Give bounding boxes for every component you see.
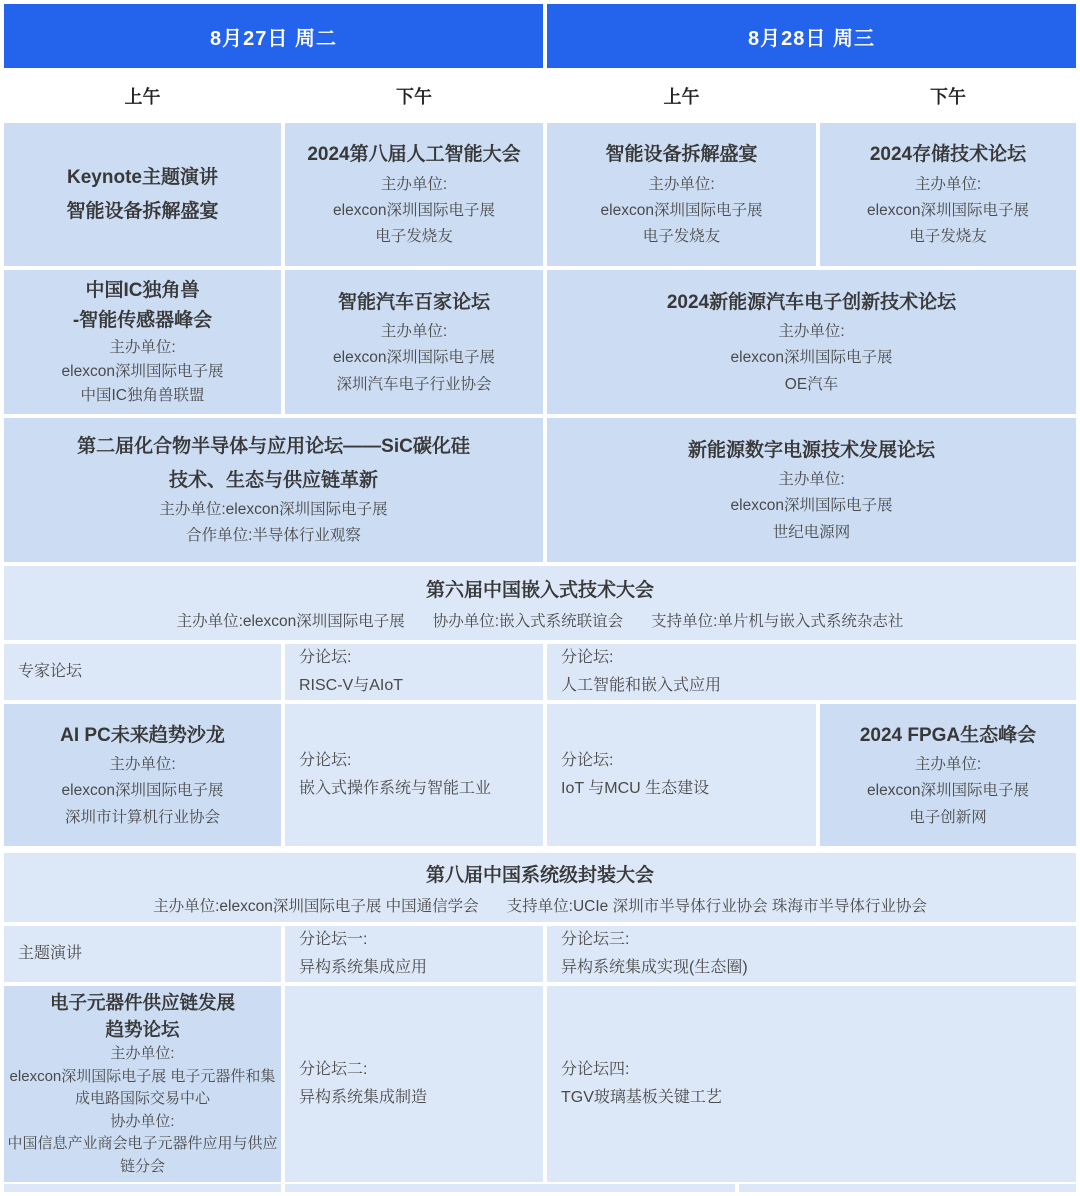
text-line: 世纪电源网: [772, 523, 851, 541]
text-line: RISC-V与AIoT: [299, 677, 404, 694]
text-line: elexcon深圳国际电子展: [867, 201, 1029, 219]
text-line: 专家论坛: [18, 663, 83, 680]
text-line: 智能汽车百家论坛: [337, 291, 490, 313]
text-line: 2024第八届人工智能大会: [307, 144, 521, 166]
text-line: 分论坛:: [561, 649, 614, 666]
event-organizers: [62, 752, 224, 831]
text-line: 分论坛:: [561, 752, 614, 769]
text-line: 分论坛:: [299, 752, 352, 769]
text-line: 2024 FPGA生态峰会: [859, 724, 1037, 746]
text-line: 协办单位:: [110, 1112, 175, 1130]
cutoff-cell: [739, 1184, 1076, 1192]
text-line: 合作单位:半导体行业观察: [186, 527, 361, 545]
time-header-row: [4, 72, 1076, 119]
text-line: 主办单位:: [914, 175, 982, 193]
text-line: 中国IC独角兽: [85, 279, 200, 301]
cutoff-cell: [285, 1184, 735, 1192]
text-line: Keynote主题演讲: [67, 167, 218, 189]
event-title: [307, 138, 520, 171]
text-line: 嵌入式操作系统与智能工业: [299, 780, 492, 797]
text-line: elexcon深圳国际电子展: [333, 349, 495, 367]
time-header-am-1: 上午: [124, 86, 161, 107]
event-title: [66, 161, 218, 228]
event-organizers: [333, 172, 495, 251]
event-title: [870, 138, 1026, 171]
text-line: elexcon深圳国际电子展 电子元器件和集: [9, 1067, 276, 1085]
text-line: 2024新能源汽车电子创新技术论坛: [666, 291, 957, 313]
event-cell-smart-car-forum: [285, 270, 543, 414]
event-title: [77, 430, 470, 497]
text-line: 新能源数字电源技术发展论坛: [687, 439, 935, 461]
text-line: AI PC未来趋势沙龙: [60, 724, 225, 746]
cell-text: [299, 926, 427, 982]
text-line: 分论坛二:: [299, 1061, 368, 1078]
section-organizers: [177, 609, 904, 631]
time-header-am-2: 上午: [663, 86, 700, 107]
text-line: 主办单位:: [110, 1045, 175, 1063]
text-line: IoT 与MCU 生态建设: [561, 780, 710, 797]
event-organizers: [601, 172, 763, 251]
embedded-conf-row-2: [4, 704, 1076, 846]
text-line: elexcon深圳国际电子展: [600, 201, 763, 219]
cell-keynote-speech: [4, 926, 281, 982]
text-line: 异构系统集成实现(生态圈): [561, 959, 748, 976]
cutoff-cell: [4, 1184, 281, 1192]
text-line: 中国信息产业商会电子元器件应用与供应: [7, 1135, 278, 1153]
text-line: 智能设备拆解盛宴: [605, 144, 758, 166]
text-line: 电子元器件供应链发展: [49, 991, 235, 1013]
event-organizers: [731, 319, 893, 398]
text-line: 主办单位:elexcon深圳国际电子展: [159, 500, 388, 518]
sip-conf-row-1: [4, 926, 1076, 982]
text-line: 人工智能和嵌入式应用: [561, 677, 722, 694]
event-title: [860, 719, 1036, 752]
text-line: 电子创新网: [909, 808, 987, 826]
event-cell-digital-power-forum: [547, 418, 1076, 562]
event-cell-sic-forum: [4, 418, 543, 562]
text-line: OE汽车: [784, 375, 839, 393]
text-line: 主办单位:: [648, 175, 715, 193]
text-line: 成电路国际交易中心: [74, 1090, 210, 1108]
organizer-segment: 协办单位:嵌入式系统联谊会: [432, 613, 624, 630]
event-cell-fpga-summit: [820, 704, 1076, 846]
text-line: 主题演讲: [18, 945, 83, 962]
day-header-aug28: 8月28日 周三: [547, 4, 1076, 68]
time-header-pm-1: 下午: [396, 86, 432, 107]
cell-expert-forum: [4, 644, 281, 700]
organizer-segment: 主办单位:elexcon深圳国际电子展: [176, 613, 405, 630]
event-organizers: [333, 319, 495, 398]
text-line: 链分会: [119, 1157, 165, 1175]
event-title: [50, 990, 235, 1044]
text-line: 分论坛:: [299, 649, 352, 666]
cell-subforum-2-heterogeneous-manufacturing: [285, 986, 543, 1182]
cell-text: [299, 1056, 427, 1112]
text-line: 主办单位:: [778, 323, 845, 341]
event-organizers: [159, 497, 387, 550]
text-line: 第二届化合物半导体与应用论坛——SiC碳化硅: [77, 436, 470, 458]
event-cell-components-supply-chain-forum: [4, 986, 281, 1182]
organizer-segment: 主办单位:elexcon深圳国际电子展 中国通信学会: [153, 897, 479, 915]
cell-text: [18, 940, 82, 968]
text-line: 主办单位:: [109, 756, 176, 774]
cell-subforum-4-tgv-glass-substrate: [547, 986, 1076, 1182]
event-cell-ic-unicorn: [4, 270, 281, 414]
section-title: 第六届中国嵌入式技术大会: [425, 580, 654, 601]
event-title: [605, 138, 757, 171]
text-line: elexcon深圳国际电子展: [61, 782, 224, 800]
text-line: 技术、生态与供应链革新: [168, 469, 378, 491]
text-line: elexcon深圳国际电子展: [61, 363, 224, 381]
text-line: 趋势论坛: [105, 1018, 180, 1040]
text-line: 2024存储技术论坛: [869, 144, 1027, 166]
text-line: 分论坛三:: [561, 931, 630, 948]
section-header-embedded-conf: [4, 566, 1076, 640]
event-title: [667, 286, 956, 319]
organizer-segment: 支持单位:UCIe 深圳市半导体行业协会 珠海市半导体行业协会: [506, 897, 927, 915]
cell-subforum-iot-mcu: [547, 704, 816, 846]
event-cell-keynote: [4, 123, 281, 266]
embedded-conf-row-1: [4, 644, 1076, 700]
section-header-sip-conf: [4, 853, 1076, 922]
text-line: elexcon深圳国际电子展: [867, 782, 1029, 800]
schedule-row-1: [4, 123, 1076, 266]
cell-text: [299, 644, 403, 700]
cell-subforum-riscv-aiot: [285, 644, 543, 700]
cell-text: [561, 747, 709, 803]
schedule-row-2: [4, 270, 1076, 414]
text-line: 分论坛一:: [299, 931, 368, 948]
text-line: 深圳市计算机行业协会: [64, 808, 220, 826]
event-title: [688, 434, 935, 467]
event-cell-ai-pc-salon: [4, 704, 281, 846]
time-header-pm-2: 下午: [930, 86, 966, 107]
text-line: TGV玻璃基板关键工艺: [561, 1089, 722, 1106]
event-organizers: [62, 336, 224, 408]
day-header-row: [4, 4, 1076, 68]
text-line: 中国IC独角兽联盟: [80, 387, 205, 405]
event-organizers: [867, 172, 1029, 251]
day-header-aug27: 8月27日 周二: [4, 4, 543, 68]
text-line: 电子发烧友: [909, 228, 987, 246]
cell-text: [18, 658, 82, 686]
next-row-cutoff-strip: [4, 1184, 1076, 1192]
text-line: 主办单位:: [778, 471, 845, 489]
event-organizers: [7, 1043, 277, 1178]
cell-text: [299, 747, 491, 803]
event-title: [338, 286, 490, 319]
text-line: 深圳汽车电子行业协会: [336, 375, 492, 393]
organizer-segment: 支持单位:单片机与嵌入式系统杂志社: [651, 613, 904, 630]
text-line: elexcon深圳国际电子展: [730, 497, 893, 515]
event-cell-ai-conference: [285, 123, 543, 266]
section-title: 第八届中国系统级封装大会: [425, 864, 654, 886]
cell-subforum-ai-embedded: [547, 644, 1076, 700]
cell-subforum-embedded-os: [285, 704, 543, 846]
text-line: 电子发烧友: [375, 228, 453, 246]
text-line: 智能设备拆解盛宴: [66, 200, 219, 222]
text-line: 主办单位:: [380, 175, 448, 193]
text-line: elexcon深圳国际电子展: [333, 201, 495, 219]
cell-text: [561, 1056, 722, 1112]
sip-conf-row-2: [4, 986, 1076, 1182]
event-organizers: [867, 752, 1029, 831]
event-title: [73, 276, 212, 337]
text-line: 电子发烧友: [642, 228, 721, 246]
text-line: 异构系统集成应用: [299, 959, 428, 976]
event-title: [60, 719, 225, 752]
event-cell-nev-electronics-forum: [547, 270, 1076, 414]
event-cell-teardown-feast: [547, 123, 816, 266]
text-line: 分论坛四:: [561, 1061, 630, 1078]
cell-subforum-1-heterogeneous-apps: [285, 926, 543, 982]
text-line: -智能传感器峰会: [72, 309, 213, 331]
cell-text: [561, 926, 748, 982]
schedule-row-3: [4, 418, 1076, 562]
text-line: elexcon深圳国际电子展: [730, 349, 893, 367]
event-organizers: [731, 467, 893, 546]
text-line: 主办单位:: [914, 756, 982, 774]
text-line: 主办单位:: [380, 323, 448, 341]
text-line: 主办单位:: [109, 339, 176, 357]
cell-subforum-3-heterogeneous-ecosystem: [547, 926, 1076, 982]
cell-text: [561, 644, 721, 700]
text-line: 异构系统集成制造: [299, 1089, 428, 1106]
event-cell-storage-forum: [820, 123, 1076, 266]
section-organizers: [153, 894, 927, 916]
